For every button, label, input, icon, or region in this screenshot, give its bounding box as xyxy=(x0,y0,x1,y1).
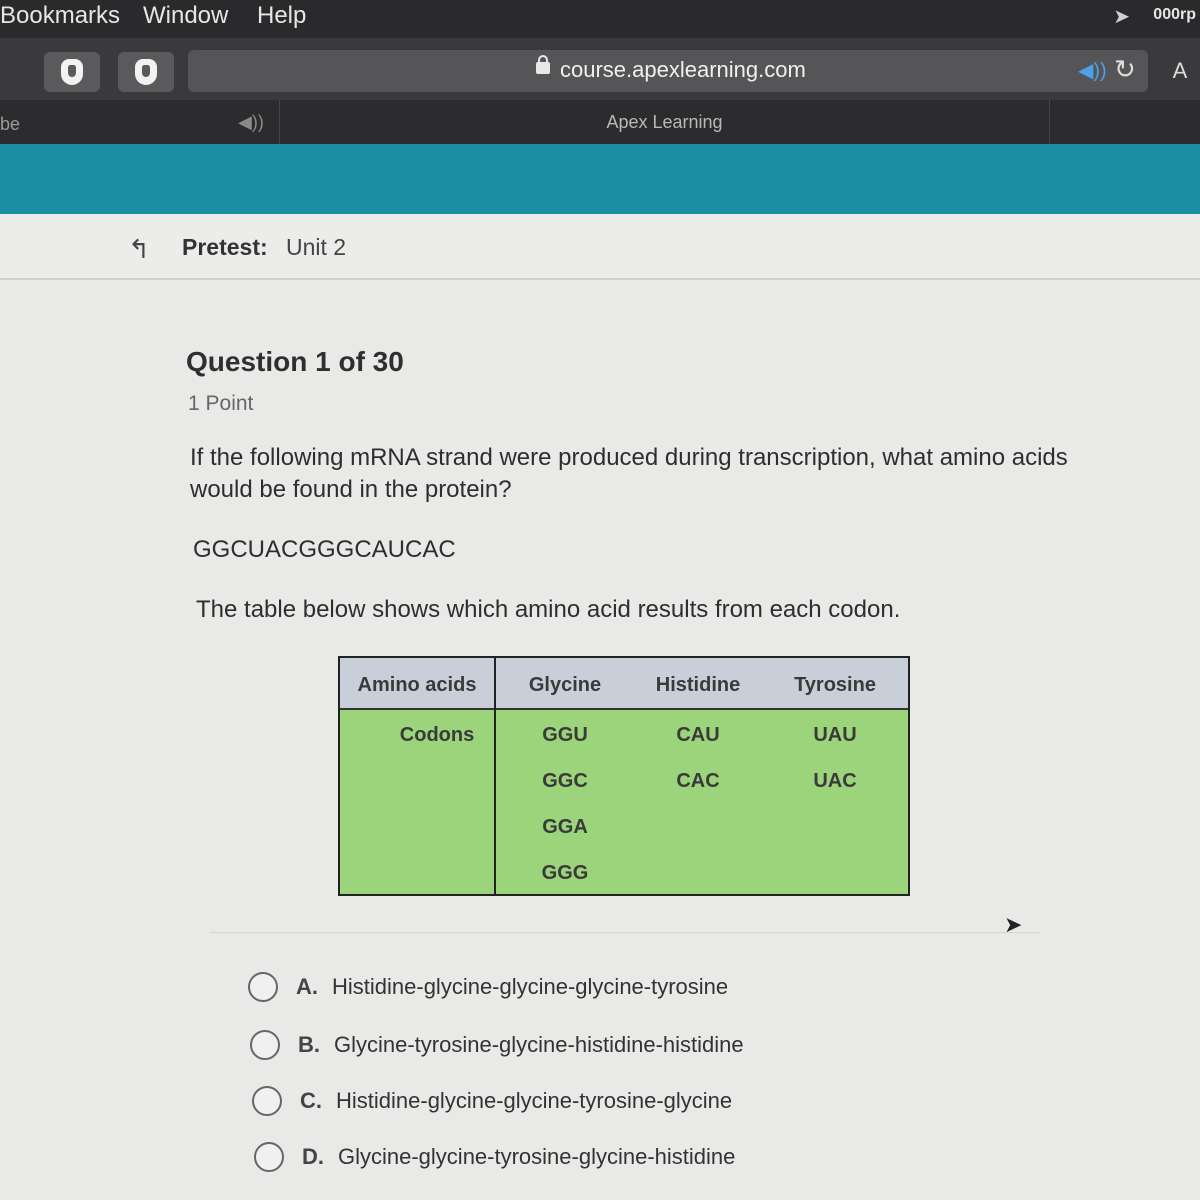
menubar-status-text: 000rp xyxy=(1153,6,1196,23)
table-cell: GGU xyxy=(542,724,588,746)
answer-option-b[interactable] xyxy=(250,1028,810,1068)
mrna-strand: GGCUACGGGCAUCAC xyxy=(193,536,456,563)
question-title: Question 1 of 30 xyxy=(186,346,404,377)
option-letter: D. xyxy=(302,1144,324,1169)
table-header-cell: Histidine xyxy=(655,674,741,696)
codon-table xyxy=(338,656,910,896)
menu-help[interactable]: Help xyxy=(257,2,307,29)
tab-label: be xyxy=(0,114,21,134)
tab-other[interactable] xyxy=(0,100,280,144)
breadcrumb xyxy=(0,214,1200,280)
site-header xyxy=(0,144,1200,214)
table-cell: GGG xyxy=(541,862,589,884)
answer-option-a[interactable] xyxy=(248,970,808,1010)
tab-apex-learning[interactable]: Apex Learning xyxy=(280,100,1050,144)
option-text: Histidine-glycine-glycine-glycine-tyrosine xyxy=(332,974,729,999)
radio-button[interactable] xyxy=(252,1086,282,1116)
table-cell: GGA xyxy=(542,816,588,838)
table-cell: CAU xyxy=(676,724,720,746)
mouse-cursor-icon: ➤ xyxy=(1004,912,1023,937)
table-row-label: Codons xyxy=(399,724,475,746)
page-content xyxy=(0,214,1200,1200)
address-bar[interactable] xyxy=(188,50,1148,92)
breadcrumb-value: Unit 2 xyxy=(286,234,347,260)
extension-button-1[interactable] xyxy=(44,52,100,92)
question-points: 1 Point xyxy=(188,392,254,415)
table-cell: GGC xyxy=(542,770,588,792)
option-letter: C. xyxy=(300,1088,322,1113)
tab-audio-icon[interactable]: ◀)) xyxy=(238,112,264,132)
answer-option-c[interactable] xyxy=(252,1084,812,1124)
breadcrumb-label: Pretest: xyxy=(182,234,268,260)
table-header-cell: Tyrosine xyxy=(794,674,876,696)
location-arrow-icon[interactable]: ➤ xyxy=(1113,6,1130,28)
speaker-icon[interactable]: ◀)) xyxy=(1078,60,1107,82)
table-note: The table below shows which amino acid results from each codon. xyxy=(196,596,901,623)
menu-window[interactable]: Window xyxy=(143,2,229,29)
option-text: Histidine-glycine-glycine-tyrosine-glycine xyxy=(336,1088,733,1113)
menu-bar xyxy=(0,0,1200,38)
section-divider xyxy=(210,932,1040,933)
question-text: If the following mRNA strand were produced during transcription, what amino acids would be found in the protein? xyxy=(190,444,1068,503)
option-letter: A. xyxy=(296,974,318,999)
reload-icon[interactable]: ↻ xyxy=(1114,54,1136,84)
lock-icon xyxy=(536,62,550,74)
radio-button[interactable] xyxy=(254,1142,284,1172)
table-cell: UAU xyxy=(813,724,857,746)
extension-button-2[interactable] xyxy=(118,52,174,92)
shield-icon xyxy=(61,59,83,85)
radio-button[interactable] xyxy=(250,1030,280,1060)
answer-option-d[interactable] xyxy=(254,1140,814,1180)
option-text: Glycine-glycine-tyrosine-glycine-histidine xyxy=(338,1144,736,1169)
tab-bar xyxy=(0,100,1200,144)
table-cell: CAC xyxy=(676,770,720,792)
table-header-cell: Glycine xyxy=(528,674,602,696)
reader-button[interactable]: A xyxy=(1172,58,1188,83)
shield-icon xyxy=(135,59,157,85)
browser-toolbar xyxy=(0,38,1200,100)
menu-bookmarks[interactable]: Bookmarks xyxy=(0,2,121,29)
table-cell: UAC xyxy=(813,770,857,792)
radio-button[interactable] xyxy=(248,972,278,1002)
option-text: Glycine-tyrosine-glycine-histidine-histidine xyxy=(334,1032,744,1057)
option-letter: B. xyxy=(298,1032,320,1057)
table-header-cell: Amino acids xyxy=(357,674,477,696)
back-arrow-icon[interactable]: ↰ xyxy=(128,234,150,264)
address-url[interactable]: course.apexlearning.com xyxy=(560,57,806,82)
